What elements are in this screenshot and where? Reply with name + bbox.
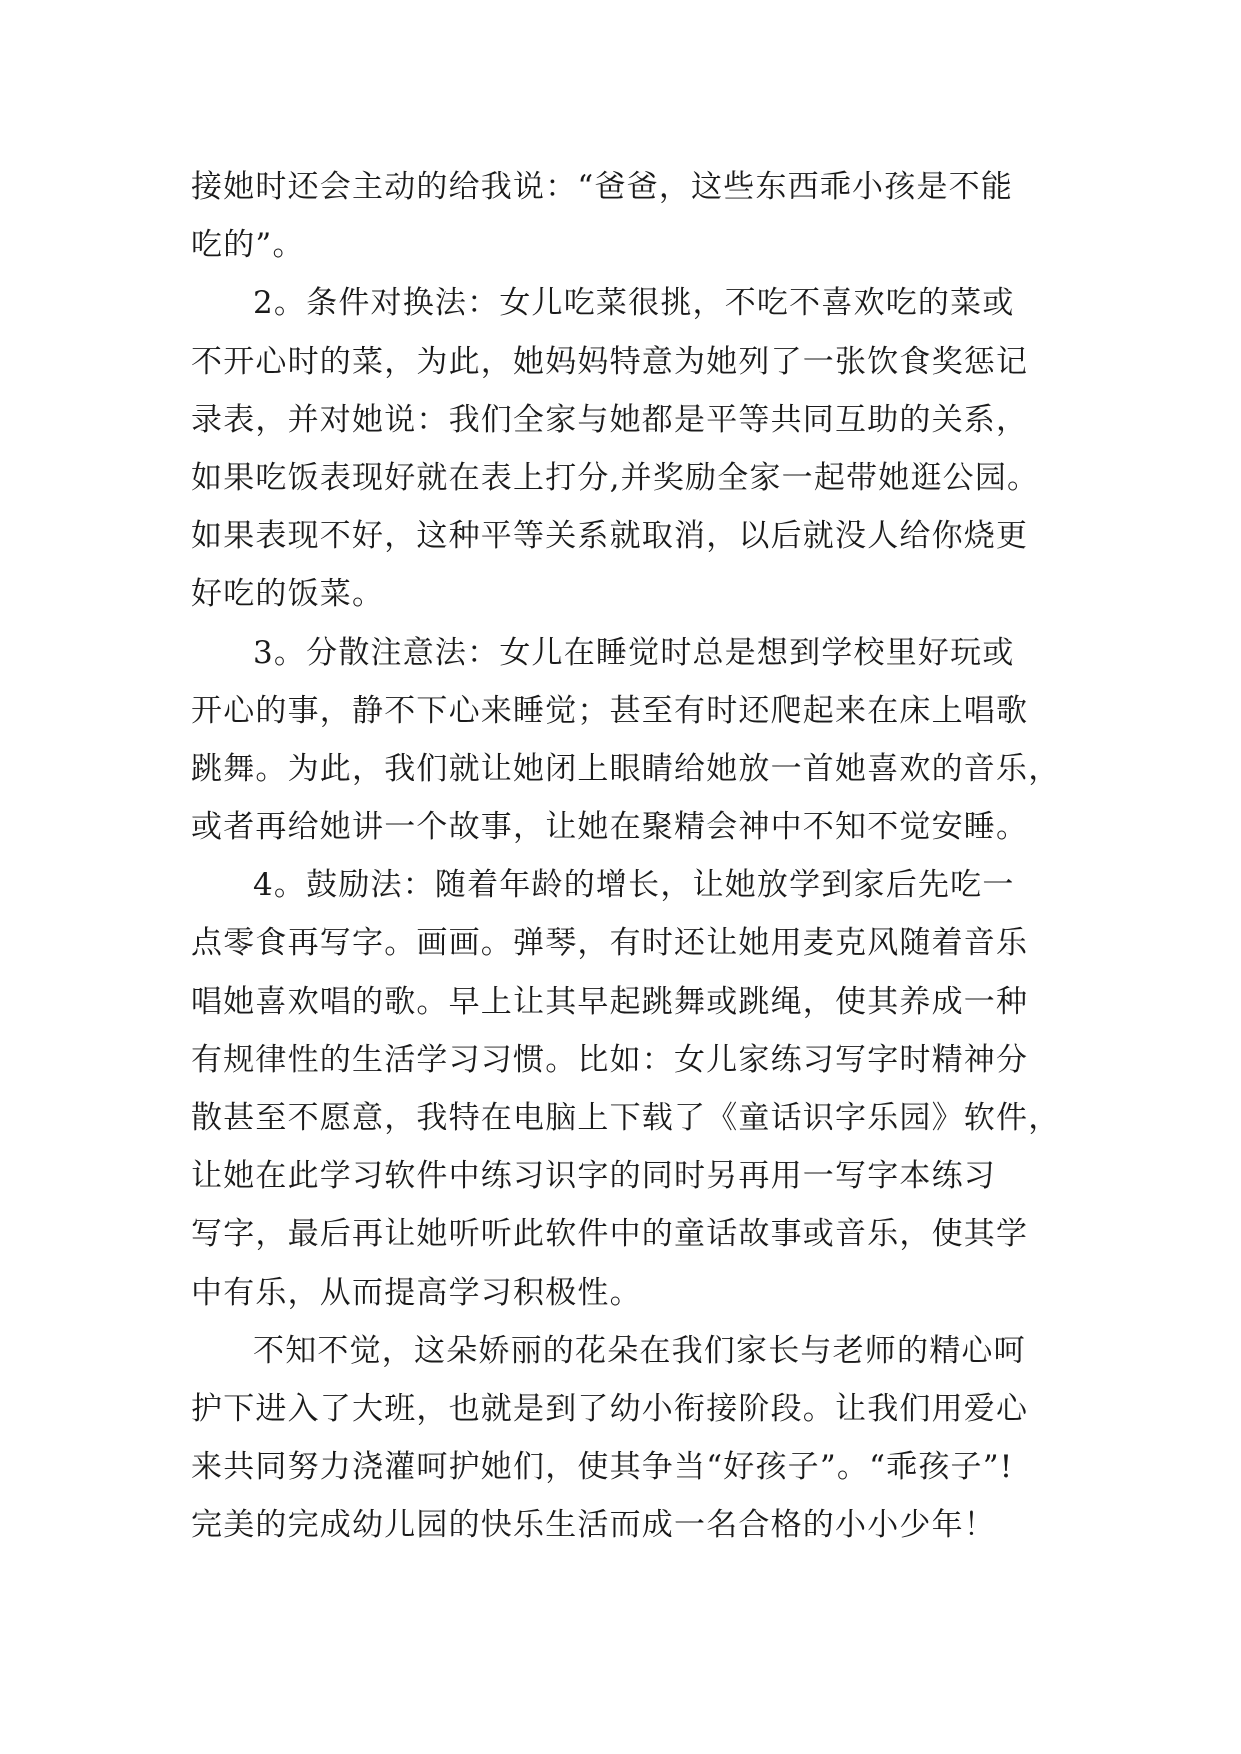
text-line: 接她时还会主动的给我说：“爸爸，这些东西乖小孩是不能 (191, 169, 1014, 205)
text-line: 有规律性的生活学习习惯。比如：女儿家练习写字时精神分 (191, 1041, 1029, 1078)
text-line: 不开心时的菜，为此，她妈妈特意为她列了一张饮食奖惩记 (191, 343, 1029, 380)
paragraph-first-line: 不知不觉，这朵娇丽的花朵在我们家长与老师的精心呵 (253, 1332, 1026, 1369)
text-line: 如果表现不好，这种平等关系就取消，以后就没人给你烧更 (191, 518, 1029, 555)
text-line: 写字，最后再让她听听此软件中的童话故事或音乐，使其学 (191, 1216, 1029, 1253)
text-line: 开心的事，静不下心来睡觉；甚至有时还爬起来在床上唱歌 (191, 692, 1029, 729)
text-line: 或者再给她讲一个故事，让她在聚精会神中不知不觉安睡。 (191, 809, 1029, 846)
text-line: 跳舞。为此，我们就让她闭上眼睛给她放一首她喜欢的音乐， (191, 750, 1061, 787)
text-line: 中有乐，从而提高学习积极性。 (191, 1274, 642, 1311)
text-line: 点零食再写字。画画。弹琴，有时还让她用麦克风随着音乐 (191, 925, 1029, 962)
text-line: 唱她喜欢唱的歌。早上让其早起跳舞或跳绳，使其养成一种 (191, 983, 1029, 1020)
text-line: 来共同努力浇灌呵护她们，使其争当“好孩子”。“乖孩子”! (191, 1449, 1014, 1486)
text-line: 录表，并对她说：我们全家与她都是平等共同互助的关系， (191, 401, 1029, 438)
paragraph-first-line: 4。鼓励法：随着年龄的增长，让她放学到家后先吃一 (253, 867, 1015, 904)
text-line: 吃的”。 (191, 227, 305, 264)
text-line: 护下进入了大班，也就是到了幼小衔接阶段。让我们用爱心 (191, 1390, 1029, 1427)
text-line: 散甚至不愿意，我特在电脑上下载了《童话识字乐园》软件， (191, 1100, 1061, 1136)
text-line: 好吃的饭菜。 (191, 576, 385, 613)
body-text (191, 158, 1071, 1555)
paragraph-first-line: 3。分散注意法：女儿在睡觉时总是想到学校里好玩或 (253, 634, 1015, 671)
text-line: 如果吃饭表现好就在表上打分,并奖励全家一起带她逛公园。 (191, 459, 1040, 496)
text-line: 完美的完成幼儿园的快乐生活而成一名合格的小小少年！ (191, 1507, 996, 1544)
text-line: 让她在此学习软件中练习识字的同时另再用一写字本练习 (191, 1158, 996, 1195)
paragraph-first-line: 2。条件对换法：女儿吃菜很挑，不吃不喜欢吃的菜或 (253, 285, 1015, 322)
